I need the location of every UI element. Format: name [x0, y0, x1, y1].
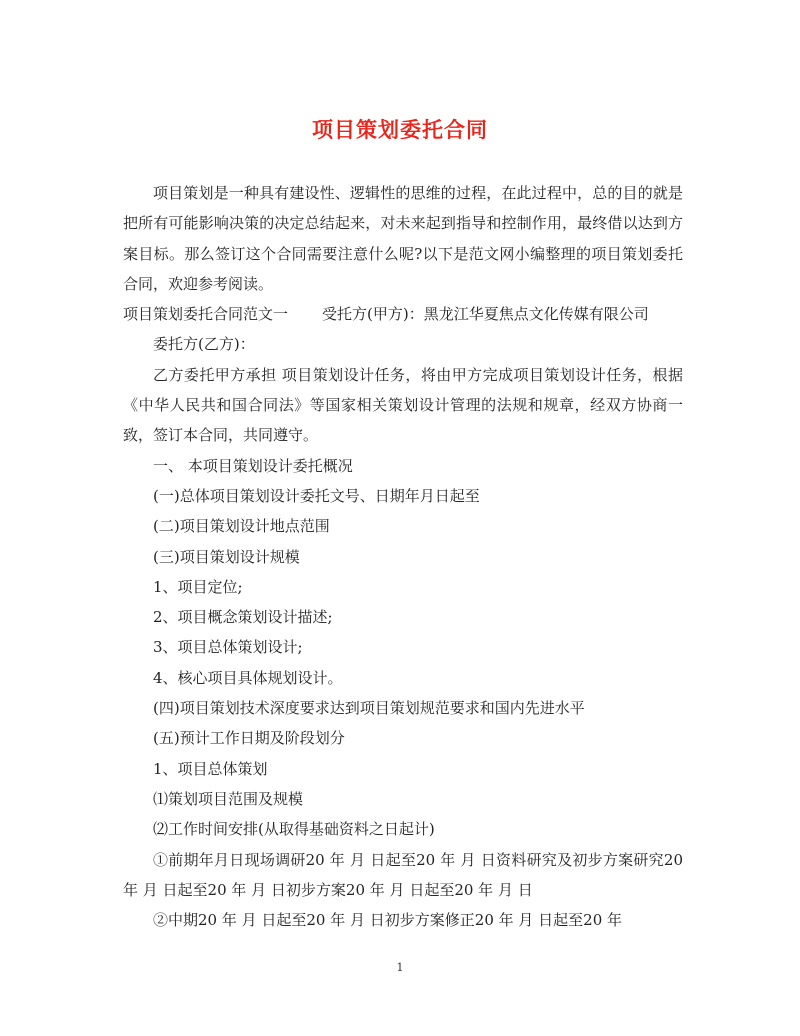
- clause-line: 1、项目定位;: [153, 577, 243, 596]
- clause-line: ⑴策划项目范围及规模: [153, 789, 304, 808]
- sample-label: 项目策划委托合同范文一: [123, 305, 289, 324]
- party-b: 委托方(乙方)：: [153, 335, 255, 354]
- document-title: 项目策划委托合同: [312, 117, 488, 142]
- party-a: 受托方(甲方)：黑龙江华夏焦点文化传媒有限公司: [322, 305, 649, 324]
- clause-line: (二)项目策划设计地点范围: [153, 517, 330, 536]
- section-heading: 一、 本项目策划设计委托概况: [153, 456, 353, 475]
- clause-line: 2、项目概念策划设计描述;: [153, 608, 333, 627]
- clause-line: (四)项目策划技术深度要求达到项目策划规范要求和国内先进水平: [153, 699, 585, 718]
- phase-mid-paragraph: ②中期20 年 月 日起至20 年 月 日初步方案修正20 年 月 日起至20 年: [153, 911, 623, 930]
- intro-paragraph: 项目策划是一种具有建设性、逻辑性的思维的过程，在此过程中，总的目的就是把所有可能影响决策的决定总结起来，对未来起到指导和控制作用，最终借以达到方案目标。那么签订这个合同需要注意什么呢?以下是范文网小编整理的项目策划委托合同，欢迎参考阅读。: [123, 184, 683, 293]
- clause-line: (三)项目策划设计规模: [153, 547, 300, 566]
- clause-line: 1、项目总体策划: [153, 759, 268, 778]
- agreement-paragraph: 乙方委托甲方承担 项目策划设计任务，将由甲方完成项目策划设计任务，根据《中华人民共和国合同法》等国家相关策划设计管理的法规和规章，经双方协商一致，签订本合同，共同遵守。: [123, 365, 683, 445]
- clause-line: ⑵工作时间安排(从取得基础资料之日起计): [153, 820, 435, 839]
- page-number: 1: [396, 961, 404, 974]
- sample-line: [123, 299, 683, 329]
- clause-line: 4、核心项目具体规划设计。: [153, 668, 343, 687]
- phase-early-paragraph: ①前期年月日现场调研20 年 月 日起至20 年 月 日资料研究及初步方案研究20 年 月 日起至20 年 月 日初步方案20 年 月 日起至20 年 月 日: [123, 850, 683, 899]
- clause-line: (一)总体项目策划设计委托文号、日期年月日起至: [153, 486, 480, 505]
- clause-line: (五)预计工作日期及阶段划分: [153, 729, 345, 748]
- document-body: [123, 178, 683, 935]
- clause-line: 3、项目总体策划设计;: [153, 638, 303, 657]
